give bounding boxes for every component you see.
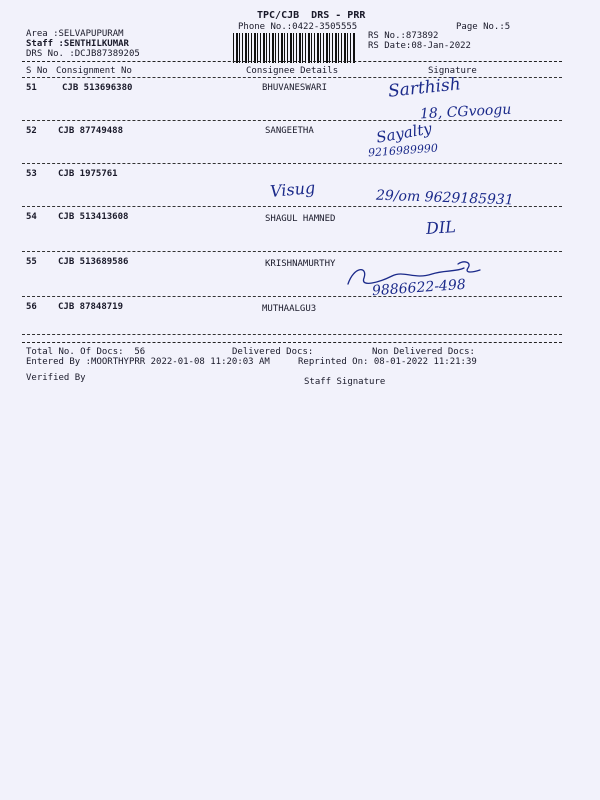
row-consignment: CJB 513689586 [58, 257, 129, 267]
col-signature: Signature [428, 66, 477, 76]
entered-by: Entered By :MOORTHYPRR 2022-01-08 11:20:03 AM [26, 357, 270, 367]
barcode [233, 33, 355, 63]
row-consignee: MUTHAALGU3 [262, 304, 317, 314]
verified-by: Verified By [26, 373, 86, 383]
row-sno: 51 [26, 83, 37, 93]
drs-number: DRS No. :DCJB87389205 [26, 49, 140, 59]
row-sno: 52 [26, 126, 37, 136]
row-consignment: CJB 513413608 [58, 212, 129, 222]
row-divider [22, 120, 562, 121]
handwritten-note: 29/om 9629185931 [375, 187, 515, 209]
rs-date: RS Date:08-Jan-2022 [368, 41, 471, 51]
row-sno: 54 [26, 212, 37, 222]
row-sno: 53 [26, 169, 37, 179]
reprinted-on: Reprinted On: 08-01-2022 11:21:39 [298, 357, 477, 367]
row-divider [22, 334, 562, 335]
row-consignment: CJB 1975761 [58, 169, 118, 179]
handwritten-phone: 9216989990 [367, 141, 439, 160]
rs-number: RS No.:873892 [368, 31, 439, 41]
row-sno: 56 [26, 302, 37, 312]
total-docs: Total No. Of Docs: 56 [26, 347, 146, 357]
staff-signature: Staff Signature [304, 377, 386, 387]
col-sno: S No [26, 66, 48, 76]
area-label: Area :SELVAPUPURAM [26, 29, 124, 39]
phone-number: Phone No.:0422-3505555 [238, 22, 358, 32]
row-consignee: SANGEETHA [265, 126, 314, 136]
col-consignment: Consignment No [56, 66, 132, 76]
col-consignee: Consignee Details [246, 66, 339, 76]
row-consignment: CJB 87749488 [58, 126, 124, 136]
non-delivered-docs: Non Delivered Docs: [372, 347, 475, 357]
document-title: TPC/CJB DRS - PRR [257, 10, 366, 21]
staff-label: Staff :SENTHILKUMAR [26, 39, 129, 49]
delivered-docs: Delivered Docs: [232, 347, 314, 357]
handwritten-phone: 9886622-498 [371, 276, 467, 300]
handwritten-signature: Sayalty [374, 119, 434, 147]
row-consignment: CJB 87848719 [58, 302, 124, 312]
row-divider [22, 163, 562, 164]
handwritten-signature: Sarthish [387, 74, 462, 102]
header-divider [22, 61, 562, 62]
row-consignment: CJB 513696380 [62, 83, 133, 93]
column-divider [22, 77, 562, 78]
page-number: Page No.:5 [456, 22, 511, 32]
table-bottom-divider [22, 342, 562, 343]
row-consignee: BHUVANESWARI [262, 83, 328, 93]
row-divider [22, 251, 562, 252]
row-consignee: SHAGUL HAMNED [265, 214, 336, 224]
row-sno: 55 [26, 257, 37, 267]
handwritten-note: 18, CGvoogu [419, 101, 512, 123]
row-consignee: KRISHNAMURTHY [265, 259, 336, 269]
handwritten-signature: Visug [269, 178, 316, 201]
handwritten-signature: DIL [425, 216, 457, 239]
